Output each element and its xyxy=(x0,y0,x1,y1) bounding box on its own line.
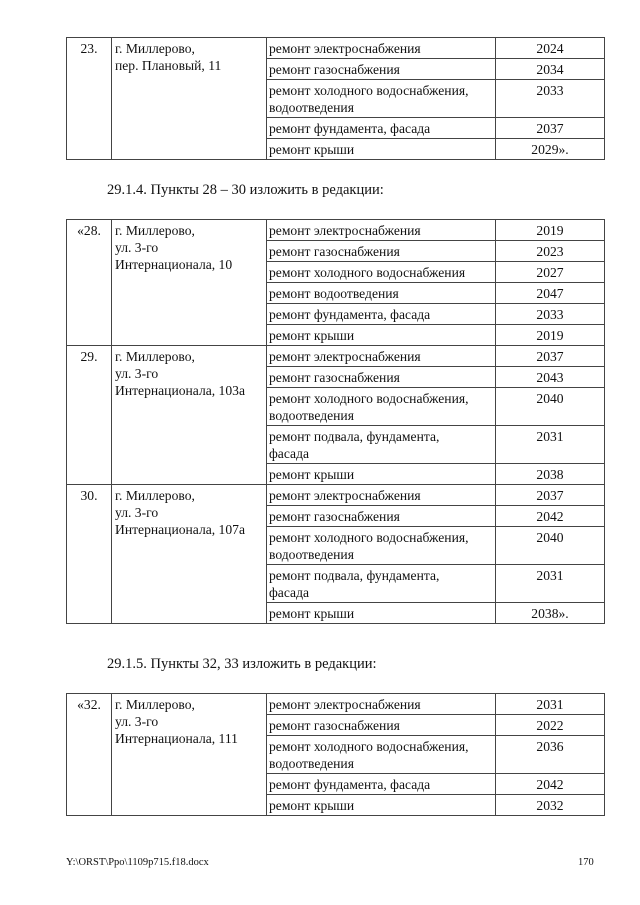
address-cell: г. Миллерово, пер. Плановый, 11 xyxy=(112,38,267,160)
year-cell: 2019 xyxy=(496,220,605,241)
repair-table-1 xyxy=(66,37,605,160)
year-cell: 2022 xyxy=(496,715,605,736)
year-cell: 2037 xyxy=(496,346,605,367)
year-cell: 2047 xyxy=(496,283,605,304)
year-cell: 2040 xyxy=(496,527,605,565)
footer-file-path: Y:\ORST\Ppo\1109p715.f18.docx xyxy=(66,857,209,868)
table-row xyxy=(67,346,605,367)
year-cell: 2038». xyxy=(496,603,605,624)
work-type-cell: ремонт подвала, фундамента, фасада xyxy=(267,565,496,603)
address-cell: г. Миллерово, ул. 3-го Интернационала, 103а xyxy=(112,346,267,485)
year-cell: 2042 xyxy=(496,774,605,795)
table-row xyxy=(67,38,605,59)
work-type-cell: ремонт холодного водоснабжения xyxy=(267,262,496,283)
work-type-cell: ремонт холодного водоснабжения, водоотведения xyxy=(267,527,496,565)
section-heading-29-1-5: 29.1.5. Пункты 32, 33 изложить в редакции: xyxy=(107,656,377,672)
year-cell: 2036 xyxy=(496,736,605,774)
year-cell: 2040 xyxy=(496,388,605,426)
work-type-cell: ремонт крыши xyxy=(267,795,496,816)
year-cell: 2037 xyxy=(496,118,605,139)
work-type-cell: ремонт газоснабжения xyxy=(267,241,496,262)
year-cell: 2024 xyxy=(496,38,605,59)
repair-table-2 xyxy=(66,219,605,624)
work-type-cell: ремонт фундамента, фасада xyxy=(267,304,496,325)
year-cell: 2033 xyxy=(496,80,605,118)
work-type-cell: ремонт водоотведения xyxy=(267,283,496,304)
address-cell: г. Миллерово, ул. 3-го Интернационала, 10 xyxy=(112,220,267,346)
year-cell: 2019 xyxy=(496,325,605,346)
work-type-cell: ремонт газоснабжения xyxy=(267,506,496,527)
year-cell: 2029». xyxy=(496,139,605,160)
work-type-cell: ремонт подвала, фундамента, фасада xyxy=(267,426,496,464)
repair-table-3 xyxy=(66,693,605,816)
address-cell: г. Миллерово, ул. 3-го Интернационала, 111 xyxy=(112,694,267,816)
work-type-cell: ремонт газоснабжения xyxy=(267,367,496,388)
year-cell: 2038 xyxy=(496,464,605,485)
work-type-cell: ремонт электроснабжения xyxy=(267,220,496,241)
year-cell: 2042 xyxy=(496,506,605,527)
section-heading-29-1-4: 29.1.4. Пункты 28 – 30 изложить в редакции: xyxy=(107,182,384,198)
work-type-cell: ремонт электроснабжения xyxy=(267,694,496,715)
year-cell: 2033 xyxy=(496,304,605,325)
work-type-cell: ремонт электроснабжения xyxy=(267,346,496,367)
table-row xyxy=(67,694,605,715)
work-type-cell: ремонт электроснабжения xyxy=(267,38,496,59)
work-type-cell: ремонт холодного водоснабжения, водоотведения xyxy=(267,736,496,774)
work-type-cell: ремонт холодного водоснабжения, водоотведения xyxy=(267,388,496,426)
table-row xyxy=(67,485,605,506)
item-number: «32. xyxy=(67,694,112,816)
work-type-cell: ремонт крыши xyxy=(267,325,496,346)
work-type-cell: ремонт газоснабжения xyxy=(267,59,496,80)
year-cell: 2031 xyxy=(496,426,605,464)
work-type-cell: ремонт фундамента, фасада xyxy=(267,774,496,795)
address-cell: г. Миллерово, ул. 3-го Интернационала, 107а xyxy=(112,485,267,624)
work-type-cell: ремонт газоснабжения xyxy=(267,715,496,736)
year-cell: 2034 xyxy=(496,59,605,80)
year-cell: 2037 xyxy=(496,485,605,506)
year-cell: 2032 xyxy=(496,795,605,816)
work-type-cell: ремонт фундамента, фасада xyxy=(267,118,496,139)
item-number: 29. xyxy=(67,346,112,485)
work-type-cell: ремонт крыши xyxy=(267,139,496,160)
item-number: 30. xyxy=(67,485,112,624)
work-type-cell: ремонт электроснабжения xyxy=(267,485,496,506)
work-type-cell: ремонт крыши xyxy=(267,464,496,485)
year-cell: 2027 xyxy=(496,262,605,283)
work-type-cell: ремонт крыши xyxy=(267,603,496,624)
item-number: «28. xyxy=(67,220,112,346)
year-cell: 2023 xyxy=(496,241,605,262)
work-type-cell: ремонт холодного водоснабжения, водоотведения xyxy=(267,80,496,118)
footer-page-number: 170 xyxy=(578,857,594,868)
item-number: 23. xyxy=(67,38,112,160)
year-cell: 2043 xyxy=(496,367,605,388)
year-cell: 2031 xyxy=(496,565,605,603)
table-row xyxy=(67,220,605,241)
year-cell: 2031 xyxy=(496,694,605,715)
